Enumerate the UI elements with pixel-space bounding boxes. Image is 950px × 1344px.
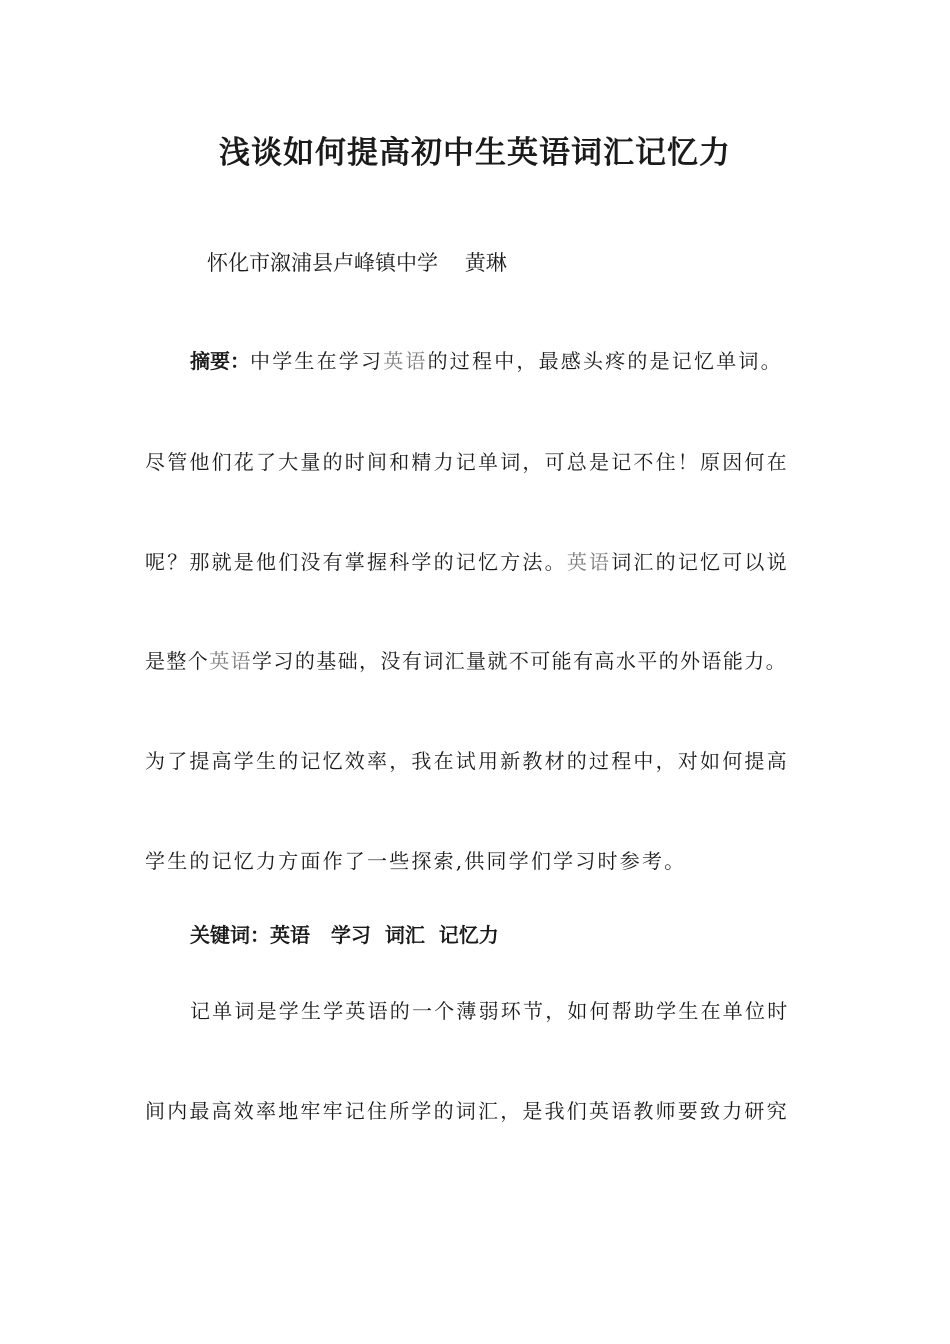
keywords-line: 关键词：英语 学习 词汇 记忆力 [190, 923, 499, 947]
abstract-line-3 [145, 547, 789, 577]
abstract-text: 词汇的记忆可以说 [611, 550, 789, 574]
abstract-line-4 [145, 646, 787, 676]
document-title: 浅谈如何提高初中生英语词汇记忆力 [219, 135, 731, 171]
abstract-line-1 [190, 346, 783, 376]
highlighted-term: 英语 [383, 349, 428, 373]
abstract-line-5: 为了提高学生的记忆效率，我在试用新教材的过程中，对如何提高 [145, 749, 789, 773]
highlighted-term: 英语 [209, 649, 253, 673]
abstract-text: 的过程中，最感头疼的是记忆单词。 [427, 349, 783, 373]
body-line-2: 间内最高效率地牢牢记住所学的词汇，是我们英语教师要致力研究 [145, 1099, 789, 1123]
highlighted-term: 英语 [566, 550, 612, 574]
abstract-text: 是整个 [145, 649, 210, 673]
body-line-1: 记单词是学生学英语的一个薄弱环节，如何帮助学生在单位时 [190, 999, 790, 1023]
author-line: 怀化市溆浦县卢峰镇中学 黄琳 [207, 251, 507, 275]
abstract-text: 呢？那就是他们没有掌握科学的记忆方法。 [145, 550, 567, 574]
abstract-label: 摘要： [190, 349, 250, 373]
abstract-text: 学习的基础，没有词汇量就不可能有高水平的外语能力。 [252, 649, 788, 673]
abstract-line-2: 尽管他们花了大量的时间和精力记单词，可总是记不住！原因何在 [145, 450, 789, 474]
abstract-text: 中学生在学习 [250, 349, 384, 373]
abstract-line-6: 学生的记忆力方面作了一些探索,供同学们学习时参考。 [145, 849, 687, 873]
